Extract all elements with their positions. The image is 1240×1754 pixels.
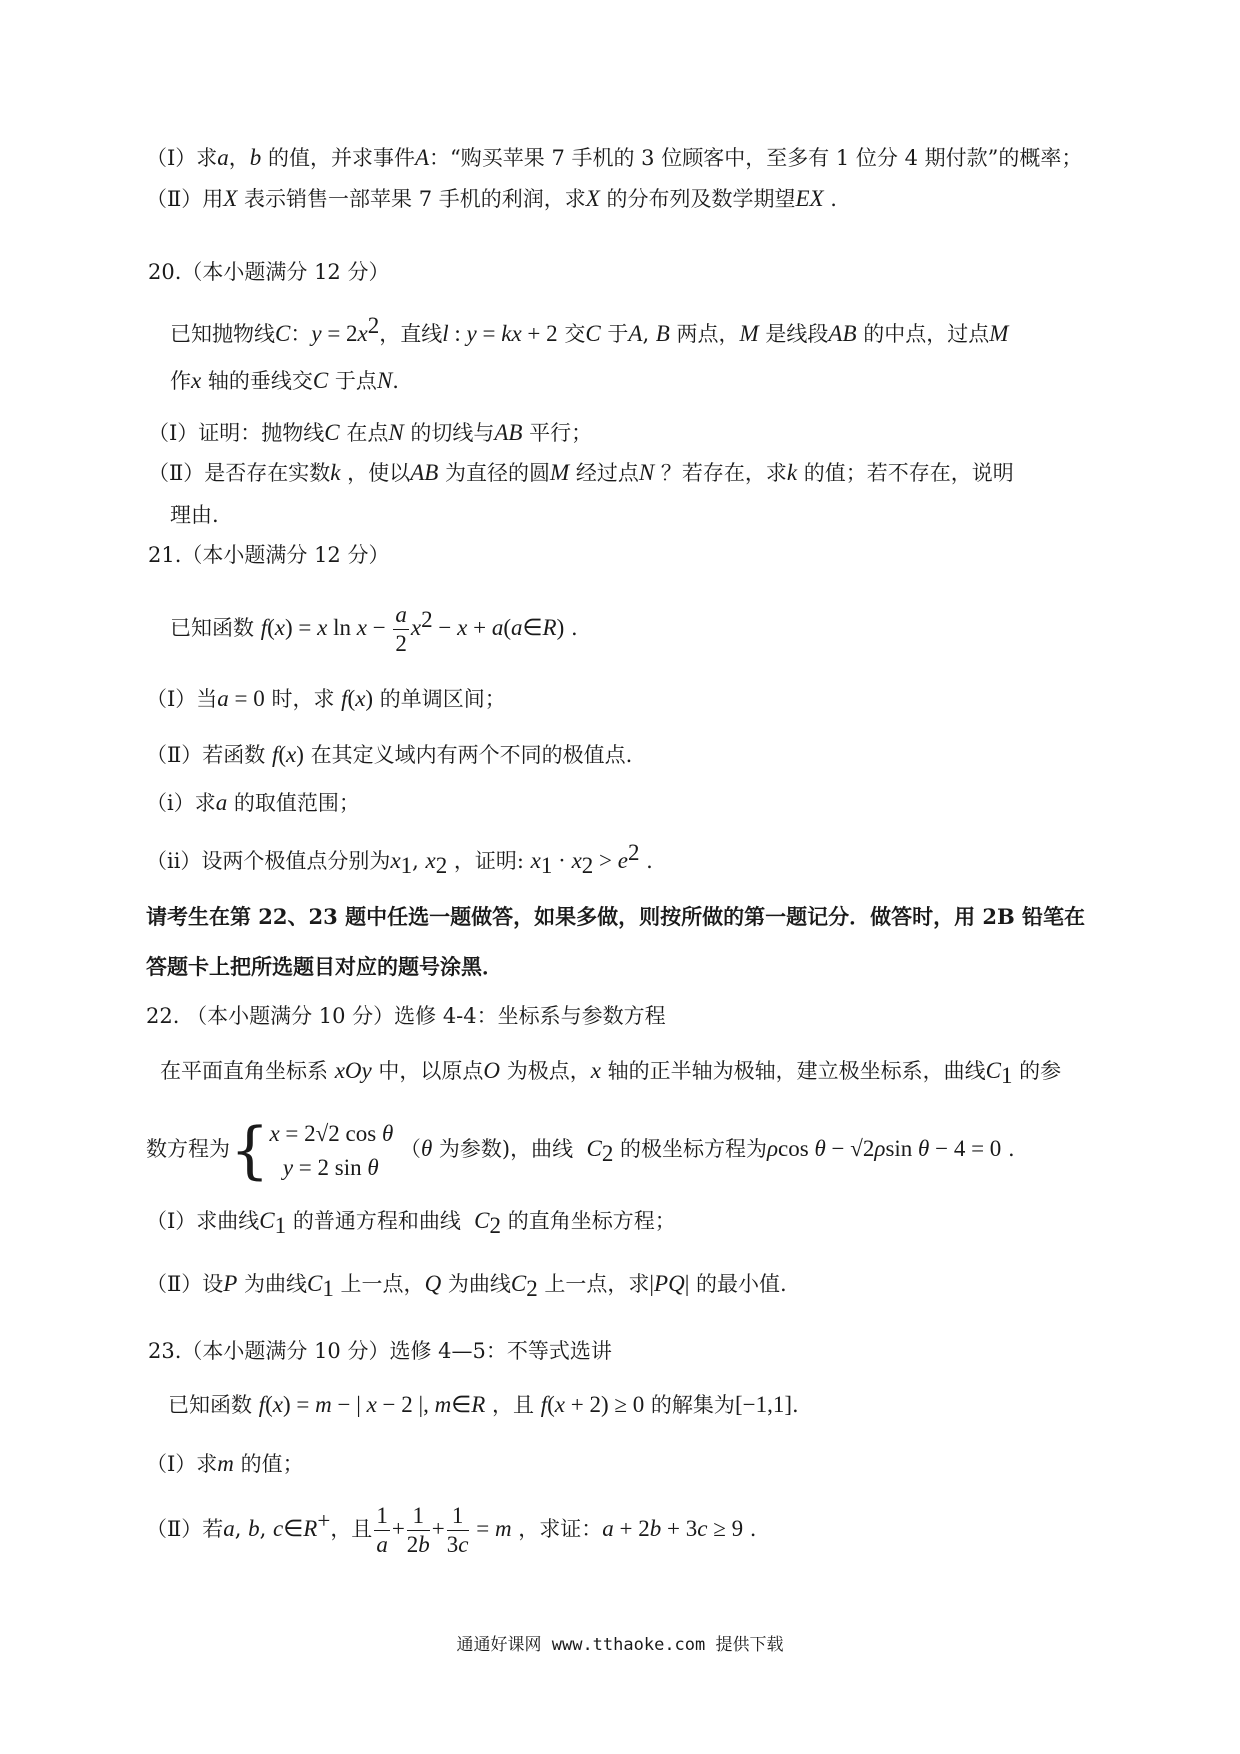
- q20-statement-line2: 作x 轴的垂线交C 于点N.: [170, 368, 399, 393]
- q20-header: 20.（本小题满分 12 分）: [148, 260, 390, 284]
- q20-part1: （Ⅰ）证明：抛物线C 在点N 的切线与AB 平行；: [148, 420, 593, 445]
- q23-header: 23.（本小题满分 10 分）选修 4—5：不等式选讲: [148, 1339, 612, 1363]
- q21-sub-i: （ⅰ）求a 的取值范围；: [146, 790, 360, 815]
- q20-part2-line1: （Ⅱ）是否存在实数k ，使以AB 为直径的圆M 经过点N ？若存在，求k 的值；若不存在，说明: [148, 460, 1014, 485]
- q23-part2: （Ⅱ）若a, b, c∈R+，且 $\frac{1}{a}$ + $\frac{1}{2b}$ + $\frac{1}{3c}$ = m ，求证：a + 2b + 3c ≥ 9 .: [146, 1503, 757, 1557]
- q21-part2: （Ⅱ）若函数 f(x) 在其定义域内有两个不同的极值点.: [146, 742, 633, 767]
- q21-sub-ii: （ⅱ）设两个极值点分别为$x_1$, $x_2$ ，证明: $x_1 \cdot x_2 > e^2$ .: [146, 840, 653, 879]
- q19-part1: （Ⅰ）求a，b 的值，并求事件A：“购买苹果 7 手机的 3 位顾客中，至多有 1 位分 4 期付款”的概率；: [146, 145, 1083, 170]
- q20-statement-line1: 已知抛物线C：$y = 2x^2$，直线l : y = kx + 2 交C 于A, B 两点，M 是线段AB 的中点，过点M: [170, 313, 1009, 346]
- parametric-system: x = 2√2 cos θ y = 2 sin θ: [269, 1120, 394, 1180]
- q22-part2: （Ⅱ）设P 为曲线$C_1$ 上一点，Q 为曲线$C_2$ 上一点，求|PQ| 的最小值.: [146, 1271, 787, 1302]
- left-brace-icon: {: [230, 1113, 270, 1187]
- q22-statement-line2: 数方程为{ x = 2√2 cos θ y = 2 sin θ （θ 为参数)，曲线 $C_2$ 的极坐标方程为ρcos θ − √2ρsin θ − 4 = 0 .: [146, 1113, 1015, 1187]
- instruction-line1: 请考生在第 22、23 题中任选一题做答，如果多做，则按所做的第一题记分．做答时，用 2B 铅笔在: [146, 904, 1086, 929]
- q21-header: 21.（本小题满分 12 分）: [148, 543, 390, 567]
- instruction-line2: 答题卡上把所选题目对应的题号涂黑．: [146, 954, 503, 979]
- q22-statement-line1: 在平面直角坐标系 xOy 中，以原点O 为极点，x 轴的正半轴为极轴，建立极坐标系，曲线$C_1$ 的参: [160, 1058, 1062, 1089]
- q21-function: 已知函数 f(x) = x ln x − $\frac{a}{2}$ $x^2 - x$ + a(a∈R) .: [170, 602, 578, 656]
- q21-part1: （Ⅰ）当a = 0 时，求 f(x) 的单调区间；: [146, 686, 506, 711]
- q20-part2-line2: 理由.: [170, 503, 219, 527]
- q19-part2: （Ⅱ）用X 表示销售一部苹果 7 手机的利润，求X 的分布列及数学期望EX .: [146, 186, 837, 211]
- q22-part1: （Ⅰ）求曲线$C_1$ 的普通方程和曲线 $C_2$ 的直角坐标方程；: [146, 1208, 676, 1239]
- q22-header: 22. （本小题满分 10 分）选修 4-4：坐标系与参数方程: [146, 1004, 666, 1028]
- q23-part1: （Ⅰ）求m 的值；: [146, 1451, 304, 1476]
- footer-credit: 通通好课网 www.tthaoke.com 提供下载: [456, 1635, 784, 1655]
- q23-function: 已知函数 f(x) = m − | x − 2 |, m∈R ，且 f(x + 2) ≥ 0 的解集为[−1,1].: [168, 1392, 799, 1417]
